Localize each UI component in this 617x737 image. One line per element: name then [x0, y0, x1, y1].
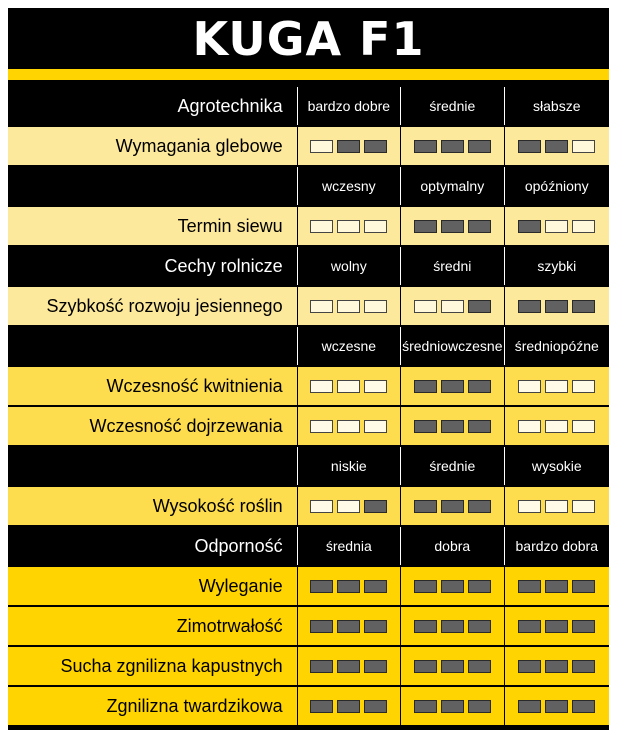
rating-cell [400, 607, 503, 645]
rating-cell [400, 687, 503, 725]
rating-boxes [518, 420, 595, 433]
rating-cell [297, 607, 400, 645]
column-label: wczesne [297, 327, 400, 365]
rating-boxes [414, 300, 491, 313]
rating-box-filled [518, 580, 541, 593]
rating-box-empty [572, 380, 595, 393]
rating-cell [504, 287, 609, 325]
trait-label: Wyleganie [198, 575, 283, 596]
rating-boxes [518, 620, 595, 633]
rating-box-empty [310, 140, 333, 153]
rating-box-filled [468, 140, 491, 153]
rating-boxes [518, 700, 595, 713]
rating-boxes [310, 660, 387, 673]
trait-label: Sucha zgnilizna kapustnych [60, 655, 283, 676]
column-label: wolny [297, 247, 400, 285]
rating-cell [504, 127, 609, 165]
rating-cell [504, 687, 609, 725]
column-label: średnie [400, 87, 503, 125]
product-title: KUGA F1 [192, 11, 425, 66]
section-label [8, 447, 297, 485]
rating-box-filled [545, 660, 568, 673]
rating-cell [504, 407, 609, 445]
rating-cell [297, 207, 400, 245]
rating-box-empty [518, 420, 541, 433]
rating-box-filled [337, 580, 360, 593]
table-header-row [8, 247, 609, 285]
rating-boxes [310, 140, 387, 153]
rating-boxes [310, 620, 387, 633]
table-row [8, 487, 609, 525]
rating-box-filled [545, 700, 568, 713]
rating-box-filled [518, 620, 541, 633]
rating-cell [400, 127, 503, 165]
rating-box-filled [468, 700, 491, 713]
rating-box-empty [545, 220, 568, 233]
rating-box-filled [572, 300, 595, 313]
column-label: wysokie [504, 447, 609, 485]
rating-cell [504, 607, 609, 645]
rating-cell [297, 647, 400, 685]
rating-cell [504, 367, 609, 405]
trait-label: Zgnilizna twardzikowa [106, 695, 283, 716]
rating-box-filled [518, 300, 541, 313]
rating-box-filled [441, 140, 464, 153]
rating-boxes [414, 220, 491, 233]
rating-box-empty [337, 380, 360, 393]
rating-box-filled [441, 660, 464, 673]
rating-box-empty [572, 420, 595, 433]
rating-cell [400, 407, 503, 445]
rating-box-filled [545, 300, 568, 313]
table-row [8, 207, 609, 245]
rating-box-filled [572, 620, 595, 633]
rating-box-filled [572, 700, 595, 713]
rating-box-filled [441, 500, 464, 513]
trait-label: Wysokość roślin [152, 495, 283, 516]
yellow-divider-stripe [8, 69, 609, 80]
rating-box-filled [364, 700, 387, 713]
rating-boxes [310, 380, 387, 393]
rating-boxes [414, 140, 491, 153]
rating-cell [400, 647, 503, 685]
rating-cell [504, 207, 609, 245]
rating-box-empty [518, 380, 541, 393]
table-header-row [8, 167, 609, 205]
rating-boxes [414, 620, 491, 633]
rating-box-filled [337, 660, 360, 673]
rating-cell [504, 487, 609, 525]
rating-box-empty [337, 300, 360, 313]
rating-box-empty [364, 380, 387, 393]
rating-box-filled [441, 220, 464, 233]
rating-box-empty [364, 420, 387, 433]
column-label: wczesny [297, 167, 400, 205]
rating-cell [297, 127, 400, 165]
trait-label: Wczesność dojrzewania [89, 415, 283, 436]
rating-box-filled [468, 620, 491, 633]
rating-boxes [518, 580, 595, 593]
table-row [8, 647, 609, 685]
column-label: dobra [400, 527, 503, 565]
rating-boxes [518, 220, 595, 233]
rating-box-empty [310, 500, 333, 513]
rating-box-filled [441, 380, 464, 393]
rating-box-empty [310, 380, 333, 393]
column-label: bardzo dobre [297, 87, 400, 125]
rating-boxes [414, 420, 491, 433]
rating-box-filled [468, 220, 491, 233]
section-label: Odporność [194, 535, 283, 556]
rating-box-empty [545, 500, 568, 513]
rating-boxes [310, 420, 387, 433]
rating-box-filled [414, 220, 437, 233]
table-header-row [8, 87, 609, 125]
rating-box-filled [310, 700, 333, 713]
trait-label: Wczesność kwitnienia [106, 375, 283, 396]
rating-box-filled [414, 700, 437, 713]
table-row [8, 287, 609, 325]
rating-box-filled [414, 500, 437, 513]
rating-box-filled [364, 140, 387, 153]
section-label: Agrotechnika [177, 95, 283, 116]
rating-cell [400, 207, 503, 245]
rating-boxes [518, 140, 595, 153]
column-label: średniowczesne [400, 327, 503, 365]
rating-box-filled [441, 620, 464, 633]
rating-boxes [310, 500, 387, 513]
rating-box-empty [310, 220, 333, 233]
rating-box-empty [572, 140, 595, 153]
rating-box-filled [545, 580, 568, 593]
rating-boxes [414, 700, 491, 713]
table-row [8, 567, 609, 605]
rating-box-filled [414, 420, 437, 433]
rating-box-filled [310, 620, 333, 633]
trait-label: Szybkość rozwoju jesiennego [46, 295, 283, 316]
rating-box-filled [518, 220, 541, 233]
rating-box-filled [364, 500, 387, 513]
rating-cell [297, 487, 400, 525]
rating-boxes [518, 300, 595, 313]
table-header-row [8, 527, 609, 565]
column-label: opóźniony [504, 167, 609, 205]
trait-label: Termin siewu [177, 215, 283, 236]
rating-box-empty [441, 300, 464, 313]
rating-boxes [518, 500, 595, 513]
rating-boxes [310, 220, 387, 233]
column-label: bardzo dobra [504, 527, 609, 565]
column-label: szybki [504, 247, 609, 285]
rating-box-empty [518, 500, 541, 513]
rating-box-filled [468, 580, 491, 593]
table-row [8, 407, 609, 445]
rating-cell [297, 407, 400, 445]
rating-box-empty [310, 420, 333, 433]
rating-box-filled [337, 140, 360, 153]
rating-cell [400, 487, 503, 525]
rating-sheet [8, 8, 609, 730]
column-label: średniopóźne [504, 327, 609, 365]
rating-box-filled [518, 660, 541, 673]
table-row [8, 607, 609, 645]
rating-box-filled [468, 300, 491, 313]
rating-box-filled [364, 580, 387, 593]
section-label [8, 327, 297, 365]
column-label: optymalny [400, 167, 503, 205]
table-row [8, 687, 609, 725]
rating-box-empty [337, 420, 360, 433]
rating-box-filled [310, 660, 333, 673]
rating-box-filled [310, 580, 333, 593]
column-label: średnia [297, 527, 400, 565]
rating-box-empty [310, 300, 333, 313]
trait-label: Wymagania glebowe [115, 135, 283, 156]
rating-boxes [414, 660, 491, 673]
rating-box-empty [337, 500, 360, 513]
rating-boxes [414, 580, 491, 593]
rating-cell [400, 567, 503, 605]
rating-boxes [310, 300, 387, 313]
rating-boxes [518, 380, 595, 393]
rating-box-filled [468, 420, 491, 433]
rating-box-empty [545, 420, 568, 433]
rating-box-filled [414, 580, 437, 593]
rating-cell [297, 567, 400, 605]
rating-box-filled [441, 420, 464, 433]
rating-box-filled [364, 660, 387, 673]
rating-cell [400, 367, 503, 405]
rating-box-filled [337, 700, 360, 713]
rating-boxes [518, 660, 595, 673]
rating-cell [400, 287, 503, 325]
rating-box-filled [414, 660, 437, 673]
rating-box-filled [414, 620, 437, 633]
rating-box-empty [545, 380, 568, 393]
table-header-row [8, 447, 609, 485]
table-header-row [8, 327, 609, 365]
rating-cell [504, 567, 609, 605]
rating-box-empty [364, 220, 387, 233]
rating-boxes [414, 500, 491, 513]
column-label: średnie [400, 447, 503, 485]
rating-box-filled [572, 660, 595, 673]
rating-box-empty [337, 220, 360, 233]
rating-box-filled [518, 140, 541, 153]
rating-boxes [414, 380, 491, 393]
rating-box-filled [337, 620, 360, 633]
column-label: niskie [297, 447, 400, 485]
rating-box-filled [414, 140, 437, 153]
rating-box-filled [468, 380, 491, 393]
rating-cell [297, 367, 400, 405]
rating-box-filled [572, 580, 595, 593]
table-row [8, 127, 609, 165]
rating-box-filled [468, 660, 491, 673]
rating-box-empty [572, 500, 595, 513]
section-label [8, 167, 297, 205]
column-label: słabsze [504, 87, 609, 125]
trait-label: Zimotrwałość [176, 615, 283, 636]
rating-box-filled [414, 380, 437, 393]
table-row [8, 367, 609, 405]
rating-box-filled [518, 700, 541, 713]
rating-box-empty [364, 300, 387, 313]
rating-box-empty [414, 300, 437, 313]
rating-box-filled [441, 580, 464, 593]
rating-box-filled [364, 620, 387, 633]
rating-box-filled [468, 500, 491, 513]
rating-cell [297, 287, 400, 325]
rating-box-empty [572, 220, 595, 233]
column-label: średni [400, 247, 503, 285]
rating-cell [297, 687, 400, 725]
rating-box-filled [545, 620, 568, 633]
rating-box-filled [441, 700, 464, 713]
rating-boxes [310, 700, 387, 713]
rating-box-filled [545, 140, 568, 153]
section-label: Cechy rolnicze [164, 255, 283, 276]
rating-cell [504, 647, 609, 685]
rating-boxes [310, 580, 387, 593]
